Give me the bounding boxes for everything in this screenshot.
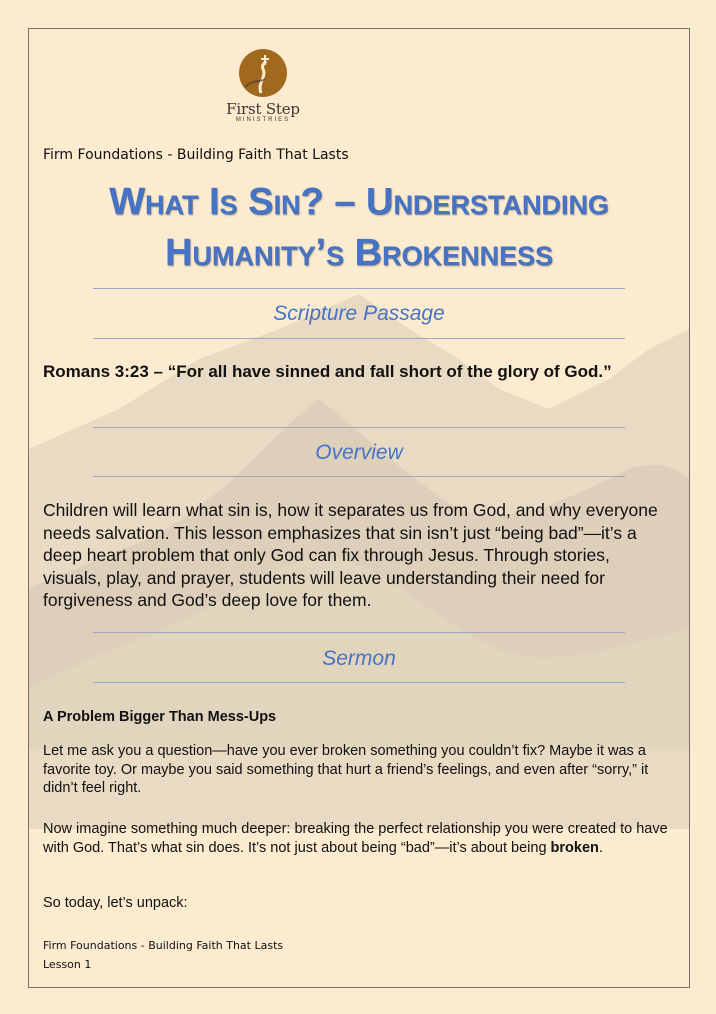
divider [93,632,625,633]
lesson-title [29,177,689,279]
ministry-logo [219,49,307,139]
scripture-heading: Scripture Passage [273,302,445,325]
logo-subtitle: MINISTRIES [235,117,291,123]
lesson-title-line1: What Is Sin? – Understanding [109,181,609,223]
divider [93,476,625,477]
sermon-subheading: A Problem Bigger Than Mess-Ups [43,709,277,725]
divider [93,427,625,428]
series-title: Firm Foundations - Building Faith That Lasts [43,147,349,163]
path-cross-icon [239,49,287,97]
sermon-paragraph-2-end: . [598,839,603,856]
sermon-paragraph-2-text: Now imagine something much deeper: breaking the perfect relationship you were created to have with God. That’s what sin does. It’s not just about being “bad”—it’s about being [43,821,668,856]
overview-text: Children will learn what sin is, how it separates us from God, and why everyone needs salvation. This lesson emphasizes that sin isn’t just “being bad”—it’s a deep heart problem that only God can fix through Jesus. Through stories, visuals, play, and prayer, students will leave understanding their need for forgiveness and God’s deep love for them. [43,500,658,610]
divider [93,288,625,289]
footer-lesson: Lesson 1 [43,958,92,971]
emphasis-broken: broken [550,839,599,856]
footer-series: Firm Foundations - Building Faith That Lasts [43,939,284,952]
logo-name: First Step [226,100,300,118]
overview-heading: Overview [315,441,403,464]
divider [93,682,625,683]
lesson-title-line2: Humanity’s Brokenness [164,232,554,274]
sermon-paragraph-3: So today, let’s unpack: [43,895,188,911]
sermon-paragraph-2 [43,820,673,857]
document-page [28,28,690,988]
divider [93,338,625,339]
sermon-paragraph-1: Let me ask you a question—have you ever broken something you couldn’t fix? Maybe it was a favorite toy. Or maybe you said something that hurt a friend’s feelings, and even after “sorry,” it didn’t feel right. [43,743,649,796]
scripture-text: Romans 3:23 – “For all have sinned and fall short of the glory of God.” [43,362,612,381]
sermon-heading: Sermon [322,647,396,670]
